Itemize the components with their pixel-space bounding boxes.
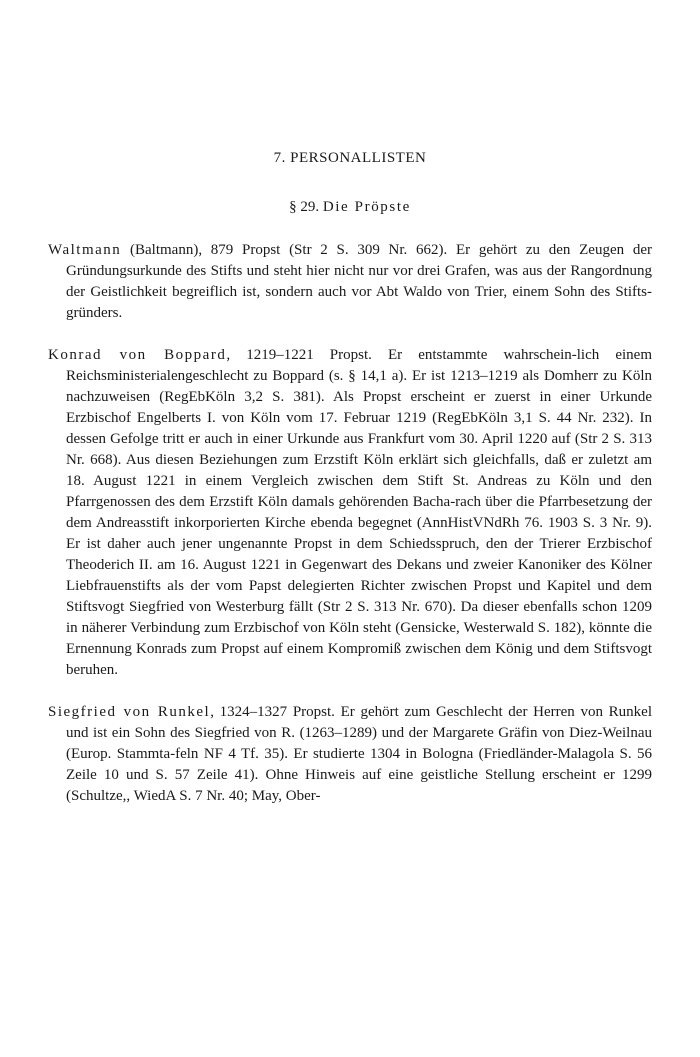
entry-siegfried-von-runkel [48,702,652,807]
section-number: § 29. [289,199,320,215]
entry-konrad-von-boppard [48,345,652,681]
entry-text: , 1324–1327 Propst. Er gehört zum Geschlecht der Herren von Runkel und ist ein Sohn des Siegfried von R. (1263–1289) und der Margarete Gräfin von Diez-Weilnau (Europ. Stammta-feln NF 4 Tf. 35). Er studierte 1304 in Bologna (Friedländer-Malagola S. 56 Zeile 10 und S. 57 Zeile 41). Ohne Hinweis auf eine geistliche Stellung erscheint er 1299 (Schultze,, WiedA S. 7 Nr. 40; May, Ober- [66,704,652,804]
entry-name: Siegfried von Runkel [48,704,211,720]
entry-waltmann [48,240,652,324]
entry-name: Konrad von Boppard [48,347,227,363]
entry-text: , 1219–1221 Propst. Er entstammte wahrschein-lich einem Reichsministerialengeschlecht zu Boppard (s. § 14,1 a). Er ist 1213–1219 als Domherr zu Köln nachzuweisen (RegEbKöln 3,2 S. 381). Als Propst erscheint er zuerst in einer Urkunde Erzbischof Engelberts I. von Köln vom 17. Februar 1219 (RegEbKöln 3,1 S. 44 Nr. 232). In dessen Gefolge tritt er auch in einer Urkunde aus Frankfurt vom 30. April 1220 auf (Str 2 S. 313 Nr. 668). Aus diesen Beziehungen zum Erzstift Köln erklärt sich gleichfalls, daß er zuletzt am 18. August 1221 in einem Vergleich zwischen dem Stift St. Andreas zu Köln und den Pfarrgenossen des dem Erzstift Köln damals gehörenden Bacha-rach über die Pfarrbesetzung der dem Andreasstift inkorporierten Kirche ebenda begegnet (AnnHistVNdRh 76. 1903 S. 3 Nr. 9). Er ist daher auch jener ungenannte Propst in dem Schiedsspruch, den der Trierer Erzbischof Theoderich II. am 16. August 1221 in Gegenwart des Dekans und zweier Kanoniker des Kölner Liebfrauenstifts als der vom Papst delegierten Richter zwischen Propst und Kapitel und dem Stiftsvogt Siegfried von Westerburg fällt (Str 2 S. 313 Nr. 670). Da dieser ebenfalls schon 1209 in näherer Verbindung zum Erzbischof von Köln steht (Gensicke, Westerwald S. 182), könnte die Ernennung Konrads zum Propst auf einem Kompromiß zwischen dem König und dem Stiftsvogt beruhen. [66,347,652,678]
chapter-heading: 7. PERSONALLISTEN [273,150,427,166]
entry-name: Waltmann [48,242,122,258]
entry-list [48,240,652,807]
section-title: Die Pröpste [322,199,411,215]
section-heading [0,199,700,216]
entry-text: (Baltmann), 879 Propst (Str 2 S. 309 Nr. 662). Er gehört zu den Zeugen der Gründungsurkunde des Stifts und steht hier nicht nur vor drei Grafen, was aus der Rangordnung der Geistlichkeit begreiflich ist, sondern auch vor Abt Waldo von Trier, einem Sohn des Stifts-gründers. [66,242,652,321]
